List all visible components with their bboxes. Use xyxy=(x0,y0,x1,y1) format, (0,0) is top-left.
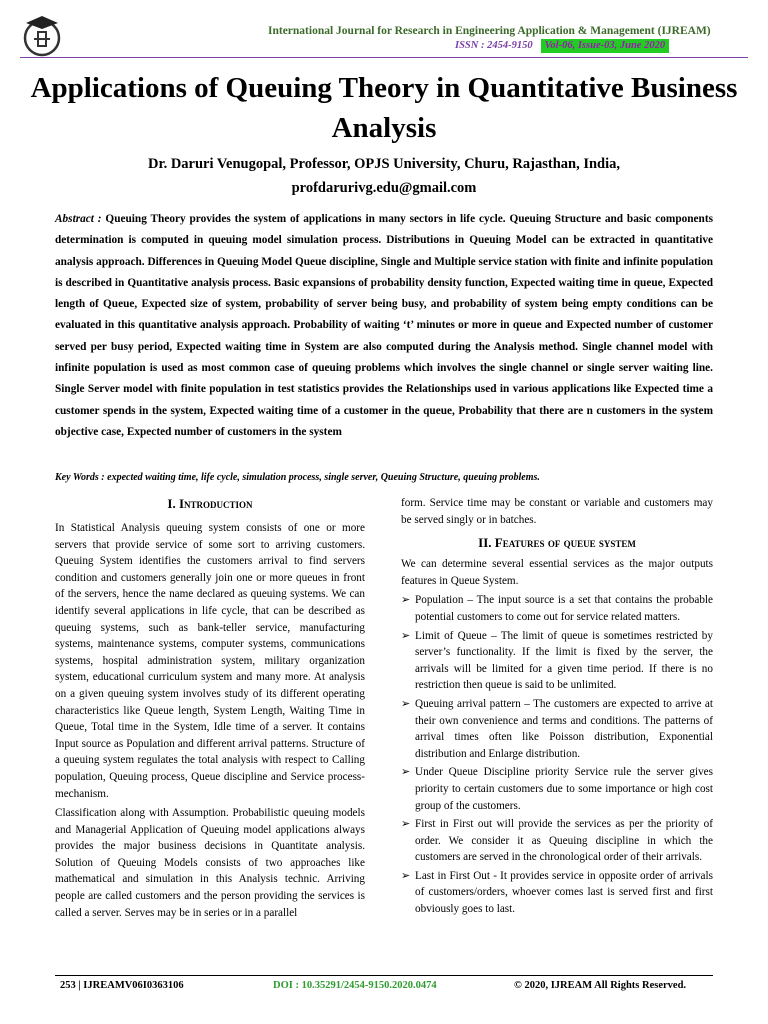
arrow-bullet-icon: ➢ xyxy=(401,818,411,831)
features-intro: We can determine several essential services as the major outputs features in Queue System. xyxy=(401,558,713,587)
abstract-text: Queuing Theory provides the system of applications in many sectors in life cycle. Queuing Structure and basic components determination is computed in queuing model simulation process. Distributions in Queuing Model can be extracted in quantitative analysis approach. Differences in Queuing Model Queue discipline, Single and Multiple service station with finite and infinite population is described in Quantitative analysis process. Basic expansions of probability density function, Expected waiting time in queue, Expected length of Queue, Expected size of system, probability of server being busy, and probability of system being empty conditions can be evaluated in this quantitative analysis approach. Probability of waiting ‘t’ minutes or more in queue and Expected number of customer served per busy period, Expected waiting time in System are also computed during the Analysis method. Single channel model with infinite population is used as most common case of queuing problems which involves the single channel or single server waiting line. Single Server model with finite population in test statistics provides the Relationships used in various applications like Expected time a customer spends in the system, Expected waiting time of a customer in the queue, Probability that there are n customers in the system objective case, Expected number of customers in the system xyxy=(55,213,713,438)
abstract xyxy=(55,209,713,443)
list-item: ➢ Last in First Out - It provides service in opposite order of arrivals of customers/orders, whoever comes last is served first and first obviously goes to last. xyxy=(401,869,713,916)
left-column xyxy=(55,520,365,924)
author-email[interactable]: profdarurivg.edu@gmail.com xyxy=(291,180,477,196)
header-rule xyxy=(20,57,748,58)
footer-rule xyxy=(55,975,713,976)
list-item: ➢ Queuing arrival pattern – The customers are expected to arrive at their own convenience and terms and conditions. The patterns of arrival times often like Poisson distribution, Exponential distribution and Enlarge distribution. xyxy=(401,697,713,760)
list-item: ➢ Population – The input source is a set that contains the probable potential customers to come out for service related matters. xyxy=(401,594,713,623)
issn-volume-bar xyxy=(455,39,669,53)
arrow-bullet-icon: ➢ xyxy=(401,629,411,642)
issn: ISSN : 2454-9150 xyxy=(455,39,541,53)
paper-title: Applications of Queuing Theory in Quantitative Business Analysis xyxy=(30,72,738,144)
list-item: ➢ First in First out will provide the services as per the priority of order. We consider it as Queuing discipline in which the customers are served in the chronological order of their arrivals. xyxy=(401,818,713,864)
list-item: ➢ Limit of Queue – The limit of queue is sometimes restricted by server’s functionality. If the limit is fixed by the server, the arrivals will be limited for a given time period. If there is no restriction then queue is said to be unlimited. xyxy=(401,629,713,692)
copyright: © 2020, IJREAM All Rights Reserved. xyxy=(514,980,687,991)
arrow-bullet-icon: ➢ xyxy=(401,766,411,779)
intro-paragraph-1: In Statistical Analysis queuing system consists of one or more servers that provide service of some sort to arriving customers. Queuing System identifies the customers arrival to find servers condition and customers generally join one or more queues in front of the servers, hence the name declared as queuing systems. We can identify several applications in life cycle, that can be described as queuing systems, such as bank-teller service, manufacturing systems, maintenance systems, computer systems, communications systems, hospital administration system, military organization system, educational curriculum system and many more. At analysis on a given queuing system involves study of its different operating characteristics like Queue length, System Length, Waiting Time in Queue, Total time in the System, Idle time of a server. It contains Input source as Population and different arrival patterns. Structure of a queuing system regulates the total analysis with respect to Calling population, Queuing process, Queue discipline and Service process-mechanism. xyxy=(55,522,365,800)
section-1-title: Introduction xyxy=(178,496,253,511)
doi[interactable]: DOI : 10.35291/2454-9150.2020.0474 xyxy=(273,980,437,991)
section-2-number: II. xyxy=(478,535,492,551)
page-id: 253 | IJREAMV06I0363106 xyxy=(60,980,184,991)
section-1-heading xyxy=(55,495,365,517)
volume-issue: Vol-06, Issue-03, June 2020 xyxy=(541,39,669,53)
abstract-label: Abstract : xyxy=(55,213,102,225)
right-column xyxy=(401,495,713,920)
features-list xyxy=(401,592,713,917)
section-1-number: I. xyxy=(167,496,176,511)
intro-paragraph-2: Classification along with Assumption. Probabilistic queuing models and Managerial Application of Queuing model applications always provides the major business decisions in Quantitate analysis. Solution of Queuing Models consists of two approaches like mathematical and simulation in this Analysis technic. Arriving people are called customers and the person providing the services is called a server. Serves may be in series or in a parallel xyxy=(55,807,365,919)
section-2-title: Features of queue system xyxy=(494,535,636,551)
arrow-bullet-icon: ➢ xyxy=(401,869,411,882)
list-item: ➢ Under Queue Discipline priority Service rule the server gives priority to certain customers due to some importance or high cost group of the customers. xyxy=(401,766,713,812)
author-line: Dr. Daruri Venugopal, Professor, OPJS University, Churu, Rajasthan, India, xyxy=(148,156,620,172)
section-2-heading xyxy=(401,534,713,552)
continued-paragraph: form. Service time may be constant or variable and customers may be served singly or in batches. xyxy=(401,497,713,526)
arrow-bullet-icon: ➢ xyxy=(401,697,411,710)
journal-name: International Journal for Research in Engineering Application & Management (IJREAM) xyxy=(268,25,711,37)
arrow-bullet-icon: ➢ xyxy=(401,594,411,607)
author-block xyxy=(30,152,738,200)
journal-logo xyxy=(20,14,64,58)
keywords: Key Words : expected waiting time, life cycle, simulation process, single server, Queuing Structure, queuing problems. xyxy=(55,472,540,483)
